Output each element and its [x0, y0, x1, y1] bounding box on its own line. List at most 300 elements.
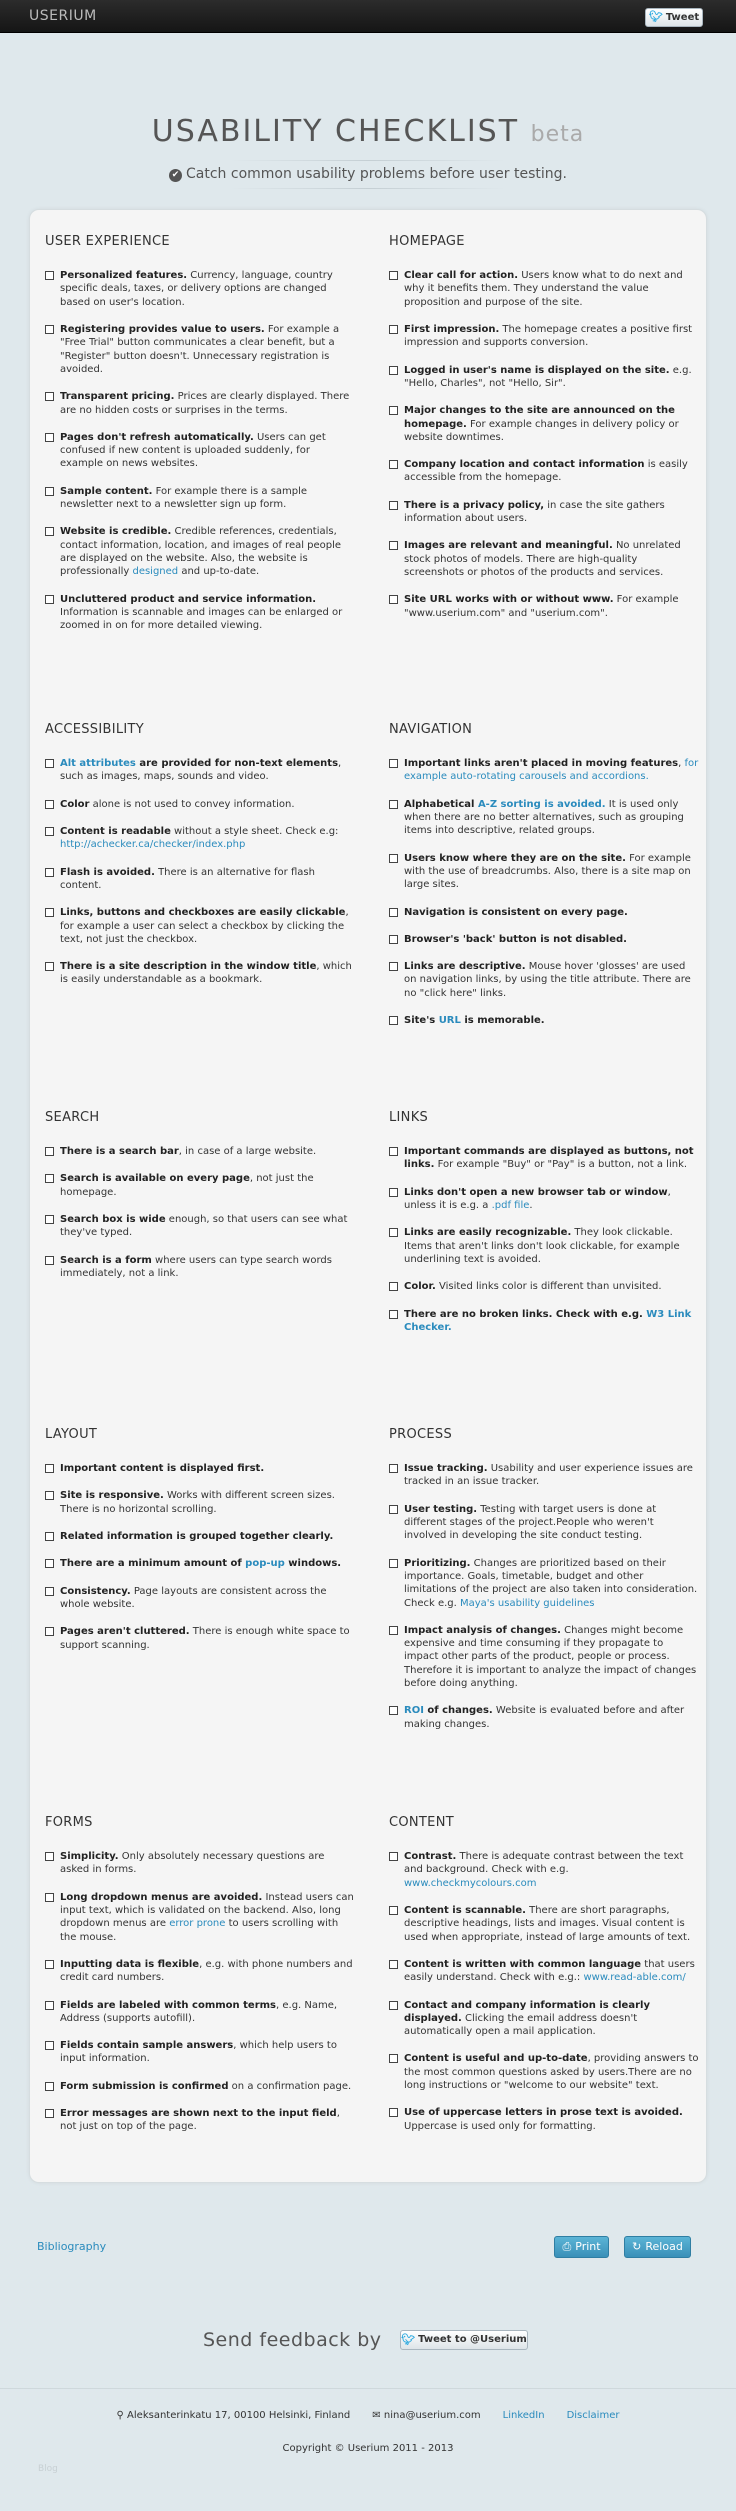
checkbox[interactable]	[389, 759, 398, 768]
item-title: Related information is grouped together clearly.	[60, 1531, 334, 1543]
section-forms	[45, 1814, 355, 2148]
tweet-feedback-button[interactable]	[400, 2330, 528, 2350]
item-link[interactable]: A-Z sorting is avoided.	[477, 798, 606, 810]
item-description: and up-to-date.	[178, 566, 260, 578]
item-description: They look clickable. Items that aren't links don't look clickable, for example underlining text is avoided.	[404, 1227, 680, 1265]
tweet-button[interactable]	[645, 8, 703, 27]
checklist-item	[389, 1624, 699, 1690]
checklist-item	[389, 404, 699, 444]
item-title: Fields are labeled with common terms	[60, 1999, 276, 2011]
item-title: There are a minimum amount of	[60, 1558, 246, 1570]
item-description: There is an alternative for flash content.	[60, 866, 315, 891]
disclaimer-link[interactable]: Disclaimer	[566, 2410, 620, 2421]
checkbox[interactable]	[45, 1147, 54, 1156]
checkbox[interactable]	[389, 1188, 398, 1197]
checkbox[interactable]	[45, 433, 54, 442]
footer-address	[117, 2409, 351, 2422]
checkbox[interactable]	[45, 2041, 54, 2050]
print-button[interactable]	[554, 2236, 609, 2258]
checkbox[interactable]	[45, 392, 54, 401]
item-description: that users easily understand. Check with e.g.:	[404, 1958, 695, 1984]
section-user-experience	[45, 233, 355, 646]
checklist-item	[45, 825, 355, 852]
section-heading: FORMS	[45, 1815, 93, 1830]
item-description: , for example a user can select a checkbox by clicking the text, not just the checkbox.	[60, 907, 349, 945]
item-title: Links, buttons and checkboxes are easily clickable	[60, 907, 346, 919]
checkbox[interactable]	[389, 541, 398, 550]
item-title: First impression.	[404, 324, 500, 336]
item-title: Links are descriptive.	[404, 961, 526, 973]
checkbox[interactable]	[45, 1464, 54, 1473]
bibliography-link[interactable]: Bibliography	[37, 2240, 107, 2253]
checkbox[interactable]	[45, 2001, 54, 2010]
checkbox[interactable]	[45, 2109, 54, 2118]
checklist-item	[45, 1462, 355, 1475]
item-title: User testing.	[404, 1503, 478, 1515]
item-description: where users can type search words immediately, not a link.	[60, 1254, 332, 1279]
item-description: Credible references, credentials, contact information, location, and images of real people are displayed on the website. Also, the website is professionally	[60, 526, 342, 578]
item-description: Testing with target users is done at different stages of the project.People who weren't involved in developing the site conduct testing.	[404, 1503, 657, 1542]
item-description: , not just on top of the page.	[60, 2108, 340, 2133]
checklist-item	[45, 2107, 355, 2134]
page-title-text: USABILITY CHECKLIST	[151, 114, 520, 149]
item-title: Contact and company information is clearly displayed.	[404, 1999, 650, 2024]
item-link[interactable]: www.read-able.com/	[583, 1972, 686, 1984]
item-description: There are short paragraphs, descriptive headings, lists and images. Visual content is used when appropriate, instead of large amounts of text.	[404, 1905, 691, 1943]
section-process	[389, 1426, 699, 1745]
checkbox[interactable]	[45, 527, 54, 536]
checkbox[interactable]	[389, 1016, 398, 1025]
item-description: Prices are clearly displayed. There are no hidden costs or surprises in the terms.	[60, 391, 350, 416]
item-description: on a confirmation page.	[228, 2080, 352, 2092]
checkbox[interactable]	[389, 800, 398, 809]
item-title: Registering provides value to users.	[60, 324, 265, 336]
checklist-item	[389, 1145, 699, 1172]
section-heading: ACCESSIBILITY	[45, 722, 144, 737]
checklist-item	[389, 2052, 699, 2092]
item-title: of changes.	[423, 1705, 493, 1717]
item-description: , e.g. Name, Address (supports autofill).	[60, 1999, 338, 2024]
checklist-item	[45, 390, 355, 417]
item-description: e.g. "Hello, Charles", not "Hello, Sir".	[404, 364, 692, 389]
envelope-icon: ✉	[372, 2410, 381, 2421]
checklist-item	[389, 1958, 699, 1985]
item-description: enough, so that users can see what they've typed.	[60, 1214, 348, 1239]
checkbox[interactable]	[45, 1491, 54, 1500]
print-icon: ⎙	[562, 2239, 572, 2253]
checklist-item	[45, 1489, 355, 1516]
item-description: Information is scannable and images can be enlarged or zoomed in on for more detailed viewing.	[60, 606, 343, 632]
checklist-item	[45, 1145, 355, 1158]
item-title: Alphabetical	[404, 798, 478, 810]
item-description: Only absolutely necessary questions are asked in forms.	[60, 1851, 325, 1876]
twitter-bird-icon: 🐦︎	[648, 10, 663, 24]
section-heading: NAVIGATION	[389, 722, 473, 737]
item-title: Sample content.	[60, 485, 153, 497]
checklist-item	[389, 1999, 699, 2039]
item-description: without a style sheet. Check e.g:	[170, 826, 339, 838]
item-title: Issue tracking.	[404, 1463, 488, 1475]
checkbox[interactable]	[45, 1532, 54, 1541]
checklist-item	[45, 485, 355, 512]
item-title: Color.	[404, 1281, 436, 1293]
checklist-item	[389, 1280, 699, 1293]
checklist-item	[389, 539, 699, 579]
checklist-item	[45, 1625, 355, 1652]
footer-contact	[0, 2409, 736, 2422]
item-link[interactable]: pop-up	[245, 1558, 285, 1570]
item-title: There are no broken links. Check with e.g.	[404, 1308, 647, 1320]
item-link[interactable]: www.checkmycolours.com	[404, 1877, 537, 1889]
section-navigation	[389, 721, 699, 1041]
item-description: , unless it is e.g. a	[404, 1186, 671, 1212]
item-description: Uppercase is used only for formatting.	[404, 2120, 596, 2132]
item-title: Navigation is consistent on every page.	[404, 906, 628, 918]
item-description: , which is easily understandable as a bookmark.	[60, 961, 352, 986]
checkbox[interactable]	[45, 1256, 54, 1265]
item-description: There is enough white space to support scanning.	[60, 1626, 350, 1651]
item-description: For example "www.userium.com" and "userium.com".	[404, 594, 679, 619]
checkbox[interactable]	[389, 854, 398, 863]
section-heading: USER EXPERIENCE	[45, 234, 170, 249]
checklist-item	[45, 1585, 355, 1612]
checkbox[interactable]	[389, 1464, 398, 1473]
item-title: Impact analysis of changes.	[404, 1624, 561, 1636]
item-title: Form submission is confirmed	[60, 2080, 229, 2092]
checklist-item	[45, 1891, 355, 1944]
item-title: Simplicity.	[60, 1851, 119, 1863]
item-description: , not just the homepage.	[60, 1173, 314, 1198]
item-description: Visited links color is different than unvisited.	[435, 1281, 662, 1293]
checkbox[interactable]	[389, 366, 398, 375]
checklist-item	[45, 2039, 355, 2066]
checkbox[interactable]	[389, 1505, 398, 1514]
item-title: Fields contain sample answers	[60, 2040, 234, 2052]
section-content	[389, 1814, 699, 2147]
check-circle-icon: ✔	[169, 169, 182, 182]
checklist-item	[389, 933, 699, 946]
checkbox[interactable]	[45, 2082, 54, 2091]
item-description: is easily accessible from the homepage.	[404, 459, 688, 484]
item-description: Clicking the email address doesn't automatically open a mail application.	[404, 2012, 638, 2038]
footer-email[interactable]	[372, 2409, 480, 2422]
checkbox[interactable]	[45, 487, 54, 496]
item-description: There is adequate contrast between the text and background. Check with e.g.	[404, 1851, 684, 1876]
checklist-item	[389, 1904, 699, 1944]
checklist-item	[389, 2106, 699, 2133]
section-layout	[45, 1426, 355, 1666]
item-description: Website is evaluated before and after making changes.	[404, 1705, 685, 1730]
item-title: Uncluttered product and service information.	[60, 593, 317, 605]
brand-logo[interactable]: USERIUM	[29, 8, 97, 24]
item-title: Site's	[404, 1015, 439, 1027]
checklist-item	[389, 906, 699, 919]
checklist-item	[389, 1557, 699, 1610]
checkbox[interactable]	[389, 908, 398, 917]
email-text: nina@userium.com	[383, 2410, 481, 2421]
checklist-item	[389, 960, 699, 1000]
checkbox[interactable]	[389, 406, 398, 415]
item-description: Mouse hover 'glosses' are used on navigation links, by using the title attribute. There are no "click here" links.	[404, 961, 691, 999]
subtitle-text: Catch common usability problems before user testing.	[186, 166, 567, 182]
item-description: in case the site gathers information about users.	[404, 499, 665, 525]
item-link[interactable]: error prone	[169, 1918, 226, 1930]
item-link[interactable]: .pdf file	[491, 1200, 530, 1212]
section-heading: PROCESS	[389, 1427, 452, 1442]
item-title: Error messages are shown next to the input field	[60, 2108, 337, 2120]
checklist-item	[45, 1530, 355, 1543]
item-title: Long dropdown menus are avoided.	[60, 1891, 263, 1903]
item-link[interactable]: W3 Link Checker.	[404, 1308, 692, 1333]
checkbox[interactable]	[389, 2054, 398, 2063]
checklist-item	[389, 1308, 699, 1335]
checklist-item	[389, 1503, 699, 1543]
checklist-item	[45, 1172, 355, 1199]
tweet-label: Tweet	[665, 11, 700, 23]
item-description: Users can get confused if new content is uploaded suddenly, for example on news websites.	[60, 431, 326, 470]
checkbox[interactable]	[45, 595, 54, 604]
item-description: It is used only when there are no better alternatives, such as grouping items into descriptive, related groups.	[404, 798, 684, 837]
footer-divider	[0, 2388, 736, 2389]
copyright: Copyright © Userium 2011 - 2013	[282, 2443, 454, 2454]
item-title: Color	[60, 798, 90, 810]
item-link[interactable]: ROI	[404, 1705, 424, 1717]
section-links	[389, 1109, 699, 1348]
divider	[230, 160, 506, 161]
item-title: Content is scannable.	[404, 1905, 526, 1917]
item-description: For example "Buy" or "Pay" is a button, not a link.	[434, 1159, 688, 1171]
checklist-item	[389, 798, 699, 838]
item-title: Use of uppercase letters in prose text is avoided.	[404, 2107, 683, 2119]
item-description: The homepage creates a positive first impression and supports conversion.	[404, 324, 693, 349]
map-marker-icon: ⚲	[116, 2410, 124, 2421]
item-link[interactable]: http://achecker.ca/checker/index.php	[60, 839, 246, 851]
item-description: Usability and user experience issues are tracked in an issue tracker.	[404, 1463, 693, 1488]
checkbox[interactable]	[389, 1706, 398, 1715]
checkbox[interactable]	[389, 271, 398, 280]
item-description: Currency, language, country specific deals, taxes, or delivery options are changed based on user's location.	[60, 270, 333, 308]
section-heading: LAYOUT	[45, 1427, 98, 1442]
checklist-item	[389, 757, 699, 784]
item-title: is memorable.	[460, 1015, 545, 1027]
checkbox[interactable]	[389, 1626, 398, 1635]
item-title: are provided for non-text elements	[135, 758, 339, 770]
checkbox[interactable]	[45, 827, 54, 836]
divider	[230, 188, 506, 189]
checklist-item	[389, 1462, 699, 1489]
checkbox[interactable]	[45, 868, 54, 877]
item-title: Consistency.	[60, 1585, 131, 1597]
item-description: For example a "Free Trial" button communicates a clear benefit, but a "Register" button doesn't. Unnecessary registration is avoided.	[60, 324, 340, 375]
page-title	[0, 112, 736, 152]
item-description: , such as images, maps, sounds and video.	[60, 758, 342, 783]
reload-button[interactable]	[624, 2236, 691, 2258]
checkbox[interactable]	[45, 800, 54, 809]
item-link[interactable]: URL	[438, 1015, 461, 1027]
page-subtitle	[0, 165, 736, 183]
item-title: windows.	[284, 1558, 342, 1570]
item-description: , which help users to input information.	[60, 2040, 337, 2065]
checklist-item	[45, 1958, 355, 1985]
item-title: Pages don't refresh automatically.	[60, 431, 254, 443]
tweet-feedback-label: Tweet to @Userium	[418, 2334, 527, 2346]
faint-footer-text: Blog	[38, 2464, 58, 2474]
reload-label: Reload	[645, 2239, 683, 2253]
checklist-item	[389, 1850, 699, 1890]
twitter-bird-icon: 🐦︎	[401, 2332, 416, 2346]
item-title: Inputting data is flexible	[60, 1958, 200, 1970]
checklist-item	[45, 757, 355, 784]
checklist-item	[389, 1226, 699, 1266]
section-heading: CONTENT	[389, 1815, 454, 1830]
item-description: , providing answers to the most common questions asked by users.There are no long instructions or "welcome to our website" text.	[404, 2053, 699, 2092]
checklist-item	[389, 458, 699, 485]
checkbox[interactable]	[389, 460, 398, 469]
checklist-item	[389, 323, 699, 350]
checklist-item	[389, 499, 699, 526]
checklist-item	[45, 269, 355, 309]
checklist-item	[45, 1999, 355, 2026]
item-title: Transparent pricing.	[60, 391, 175, 403]
checkbox[interactable]	[389, 2108, 398, 2117]
item-title: There is a site description in the window title	[60, 961, 317, 973]
item-title: Important content is displayed first.	[60, 1463, 265, 1475]
checkbox[interactable]	[45, 759, 54, 768]
checkbox[interactable]	[45, 1215, 54, 1224]
checklist-item	[45, 525, 355, 578]
item-title: Contrast.	[404, 1851, 457, 1863]
checkbox[interactable]	[389, 1559, 398, 1568]
section-homepage	[389, 233, 699, 634]
item-title: Images are relevant and meaningful.	[404, 540, 613, 552]
item-link[interactable]: Maya's usability guidelines	[459, 1597, 595, 1609]
checkbox[interactable]	[45, 1559, 54, 1568]
checkbox[interactable]	[389, 595, 398, 604]
item-description: Works with different screen sizes. There is no horizontal scrolling.	[60, 1490, 335, 1515]
section-accessibility	[45, 721, 355, 1001]
item-title: Company location and contact information	[404, 459, 645, 471]
item-description: alone is not used to convey information.	[89, 798, 295, 810]
feedback-label: Send feedback by	[203, 2329, 382, 2351]
checkbox[interactable]	[389, 1147, 398, 1156]
item-title: Pages aren't cluttered.	[60, 1626, 190, 1638]
section-heading: SEARCH	[45, 1110, 100, 1125]
checkbox[interactable]	[45, 1852, 54, 1861]
item-title: There is a privacy policy,	[404, 499, 545, 511]
checkbox[interactable]	[45, 325, 54, 334]
checklist-item	[45, 323, 355, 376]
checklist-item	[45, 906, 355, 946]
item-title: Clear call for action.	[404, 270, 519, 282]
section-heading: HOMEPAGE	[389, 234, 465, 249]
item-description: Users know what to do next and why it benefits them. They understand the value proposition and purpose of the site.	[404, 270, 683, 308]
item-title: Content is readable	[60, 826, 171, 838]
checklist-item	[45, 1254, 355, 1281]
checklist-item	[389, 1704, 699, 1731]
checkbox[interactable]	[389, 2001, 398, 2010]
item-title: Site URL works with or without www.	[404, 594, 614, 606]
item-title: Personalized features.	[60, 270, 188, 282]
item-title: Content is written with common language	[404, 1958, 642, 1970]
checkbox[interactable]	[45, 1893, 54, 1902]
checklist-item	[45, 593, 355, 633]
item-title: Flash is avoided.	[60, 866, 155, 878]
checklist-item	[45, 1850, 355, 1877]
item-description: , in case of a large website.	[178, 1146, 317, 1158]
checklist-item	[389, 852, 699, 892]
checkbox[interactable]	[45, 962, 54, 971]
item-title: Links don't open a new browser tab or window	[404, 1186, 668, 1198]
checkbox[interactable]	[389, 501, 398, 510]
item-description: .	[529, 1200, 533, 1212]
item-description: ,	[678, 758, 685, 770]
item-link[interactable]: for example auto-rotating carousels and accordions.	[404, 758, 699, 783]
checklist-item	[389, 269, 699, 309]
item-title: Links are easily recognizable.	[404, 1227, 572, 1239]
item-title: Website is credible.	[60, 526, 172, 538]
item-title: Site is responsive.	[60, 1490, 164, 1502]
item-description: Page layouts are consistent across the whole website.	[60, 1585, 327, 1610]
checklist-item	[389, 1014, 699, 1027]
item-description: Changes are prioritized based on their importance. Goals, timetable, budget and other limitations of the project are also taken into consideration. Check e.g.	[404, 1557, 698, 1609]
linkedin-link[interactable]: LinkedIn	[502, 2410, 545, 2421]
item-title: Browser's 'back' button is not disabled.	[404, 933, 627, 945]
checklist-item	[45, 866, 355, 893]
item-description: Changes might become expensive and time consuming if they propagate to impact other parts of the product, people or process. Therefore it is important to analyze the impact of changes before doing anything.	[404, 1624, 697, 1690]
item-link[interactable]: Alt attributes	[60, 758, 136, 770]
item-title: There is a search bar	[60, 1146, 179, 1158]
checkbox[interactable]	[45, 1627, 54, 1636]
checklist-item	[45, 2080, 355, 2093]
item-title: Prioritizing.	[404, 1557, 471, 1569]
item-link[interactable]: designed	[132, 566, 179, 578]
checkbox[interactable]	[45, 1587, 54, 1596]
item-title: Users know where they are on the site.	[404, 852, 626, 864]
item-description: For example with the use of breadcrumbs. Also, there is a site map on large sites.	[404, 852, 691, 891]
item-title: Important commands are displayed as buttons, not links.	[404, 1146, 694, 1171]
item-description: to users scrolling with the mouse.	[60, 1918, 339, 1943]
checklist-item	[45, 960, 355, 987]
checkbox[interactable]	[45, 1960, 54, 1969]
checkbox[interactable]	[389, 935, 398, 944]
checklist-item	[45, 798, 355, 811]
checkbox[interactable]	[389, 1906, 398, 1915]
checkbox[interactable]	[389, 1960, 398, 1969]
item-title: Search box is wide	[60, 1214, 166, 1226]
item-description: For example changes in delivery policy or website downtimes.	[404, 418, 679, 443]
item-title: Logged in user's name is displayed on the site.	[404, 364, 670, 376]
checkbox[interactable]	[45, 1174, 54, 1183]
item-description: For example there is a sample newsletter next to a newsletter sign up form.	[60, 485, 308, 511]
item-description: Instead users can input text, which is validated on the backend. Also, long dropdown menus are	[60, 1891, 354, 1930]
checkbox[interactable]	[389, 1282, 398, 1291]
checkbox[interactable]	[389, 1852, 398, 1861]
top-bar	[0, 0, 736, 33]
checklist-item	[45, 1213, 355, 1240]
checkbox[interactable]	[389, 1310, 398, 1319]
item-description: , e.g. with phone numbers and credit card numbers.	[60, 1958, 353, 1984]
checklist-item	[45, 431, 355, 471]
reload-icon: ↻	[632, 2239, 642, 2253]
checkbox[interactable]	[389, 962, 398, 971]
checkbox[interactable]	[45, 908, 54, 917]
checkbox[interactable]	[45, 271, 54, 280]
item-title: Important links aren't placed in moving features	[404, 758, 679, 770]
checkbox[interactable]	[389, 325, 398, 334]
address-text: Aleksanterinkatu 17, 00100 Helsinki, Finland	[127, 2410, 351, 2421]
checkbox[interactable]	[389, 1228, 398, 1237]
checklist-item	[389, 593, 699, 620]
